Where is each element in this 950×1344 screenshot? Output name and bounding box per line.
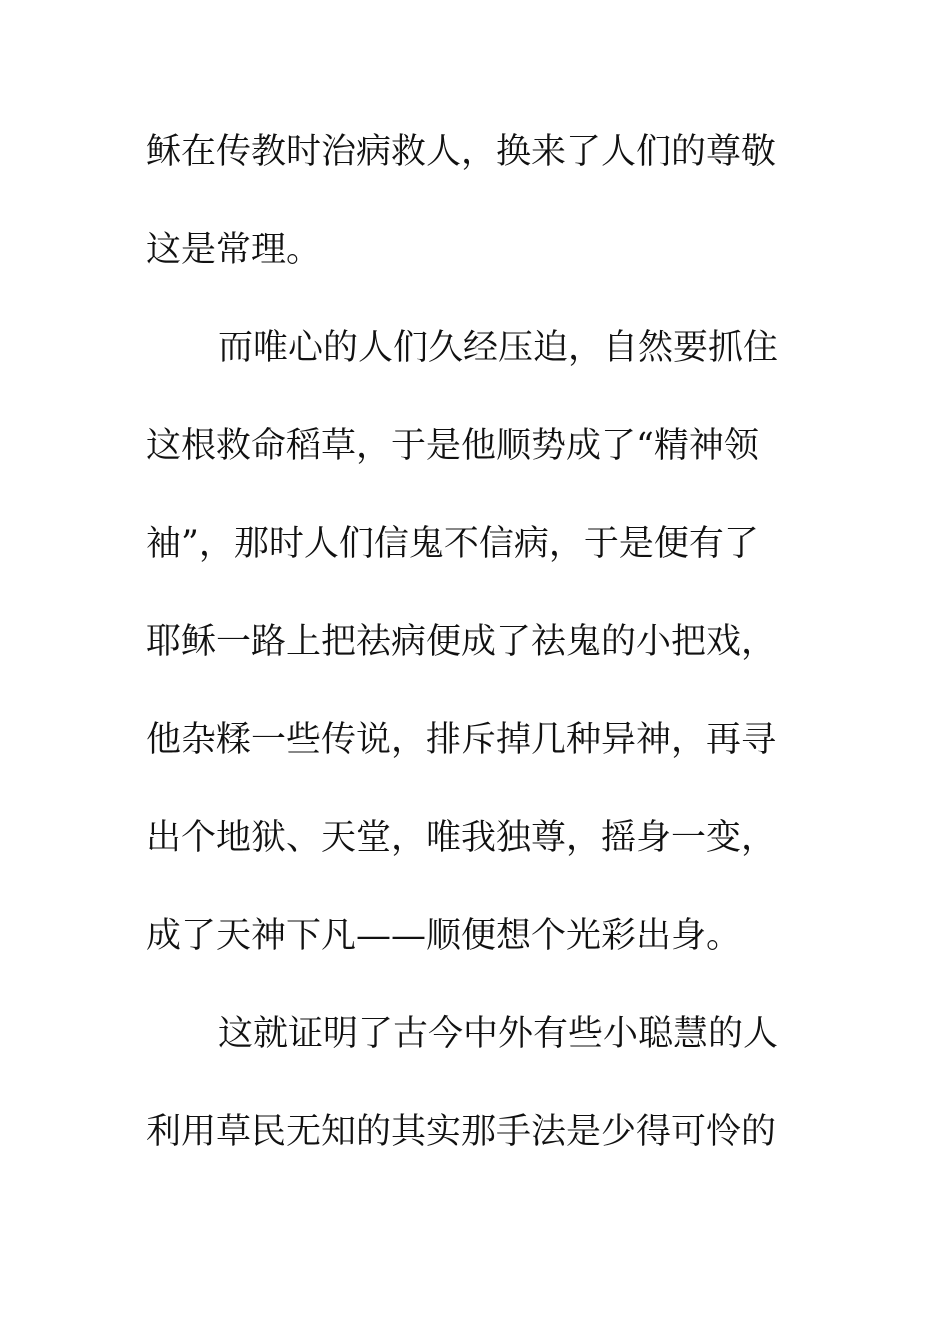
text-line-6: 耶稣一路上把祛病便成了祛鬼的小把戏， — [146, 622, 777, 662]
text-line-9: 成了天神下凡——顺便想个光彩出身。 — [146, 916, 742, 956]
text-line-11: 利用草民无知的其实那手法是少得可怜的 — [146, 1112, 777, 1152]
text-line-7: 他杂糅一些传说，排斥掉几种异神，再寻 — [146, 720, 777, 760]
text-line-4: 这根救命稻草，于是他顺势成了“精神领 — [146, 426, 759, 466]
text-line-2: 这是常理。 — [146, 230, 322, 270]
text-line-3: 而唯心的人们久经压迫，自然要抓住 — [218, 328, 779, 368]
text-line-10: 这就证明了古今中外有些小聪慧的人 — [218, 1014, 779, 1054]
text-line-8: 出个地狱、天堂，唯我独尊，摇身一变， — [146, 818, 777, 858]
body-text — [146, 124, 808, 1202]
text-line-5: 袖”，那时人们信鬼不信病，于是便有了 — [146, 524, 759, 564]
text-line-1: 稣在传教时治病救人，换来了人们的尊敬 — [146, 132, 777, 172]
